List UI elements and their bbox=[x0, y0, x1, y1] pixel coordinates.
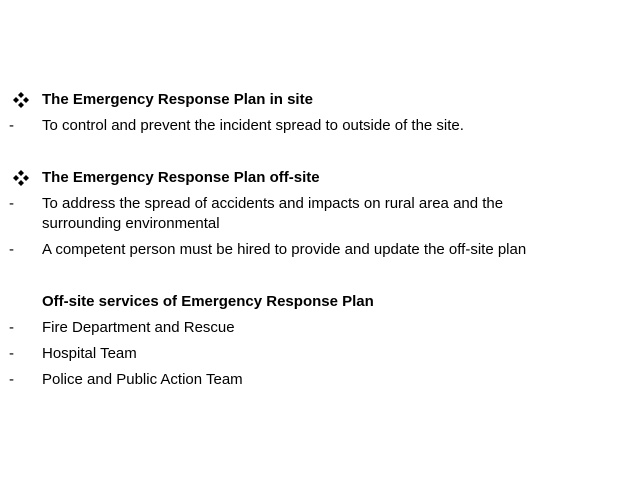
dash-marker: - bbox=[9, 319, 14, 336]
services-heading: Off-site services of Emergency Response Plan bbox=[42, 293, 374, 310]
list-item-line-2: surrounding environmental bbox=[42, 215, 220, 232]
four-diamond-bullet-icon bbox=[12, 169, 30, 187]
list-item-line-1: To address the spread of accidents and impacts on rural area and the bbox=[42, 195, 504, 212]
four-diamond-bullet-icon bbox=[12, 91, 30, 109]
list-item: A competent person must be hired to provide and update the off-site plan bbox=[42, 241, 527, 258]
service-item-hospital: Hospital Team bbox=[42, 345, 137, 362]
dash-marker: - bbox=[9, 345, 14, 362]
service-item-police: Police and Public Action Team bbox=[42, 371, 243, 388]
dash-marker: - bbox=[9, 195, 14, 212]
dash-marker: - bbox=[9, 371, 14, 388]
dash-marker: - bbox=[9, 117, 14, 134]
service-item-fire: Fire Department and Rescue bbox=[42, 319, 235, 336]
dash-marker: - bbox=[9, 241, 14, 258]
list-item: To control and prevent the incident spread to outside of the site. bbox=[42, 117, 464, 134]
section-heading-in-site: The Emergency Response Plan in site bbox=[42, 91, 313, 108]
section-heading-off-site: The Emergency Response Plan off-site bbox=[42, 169, 320, 186]
